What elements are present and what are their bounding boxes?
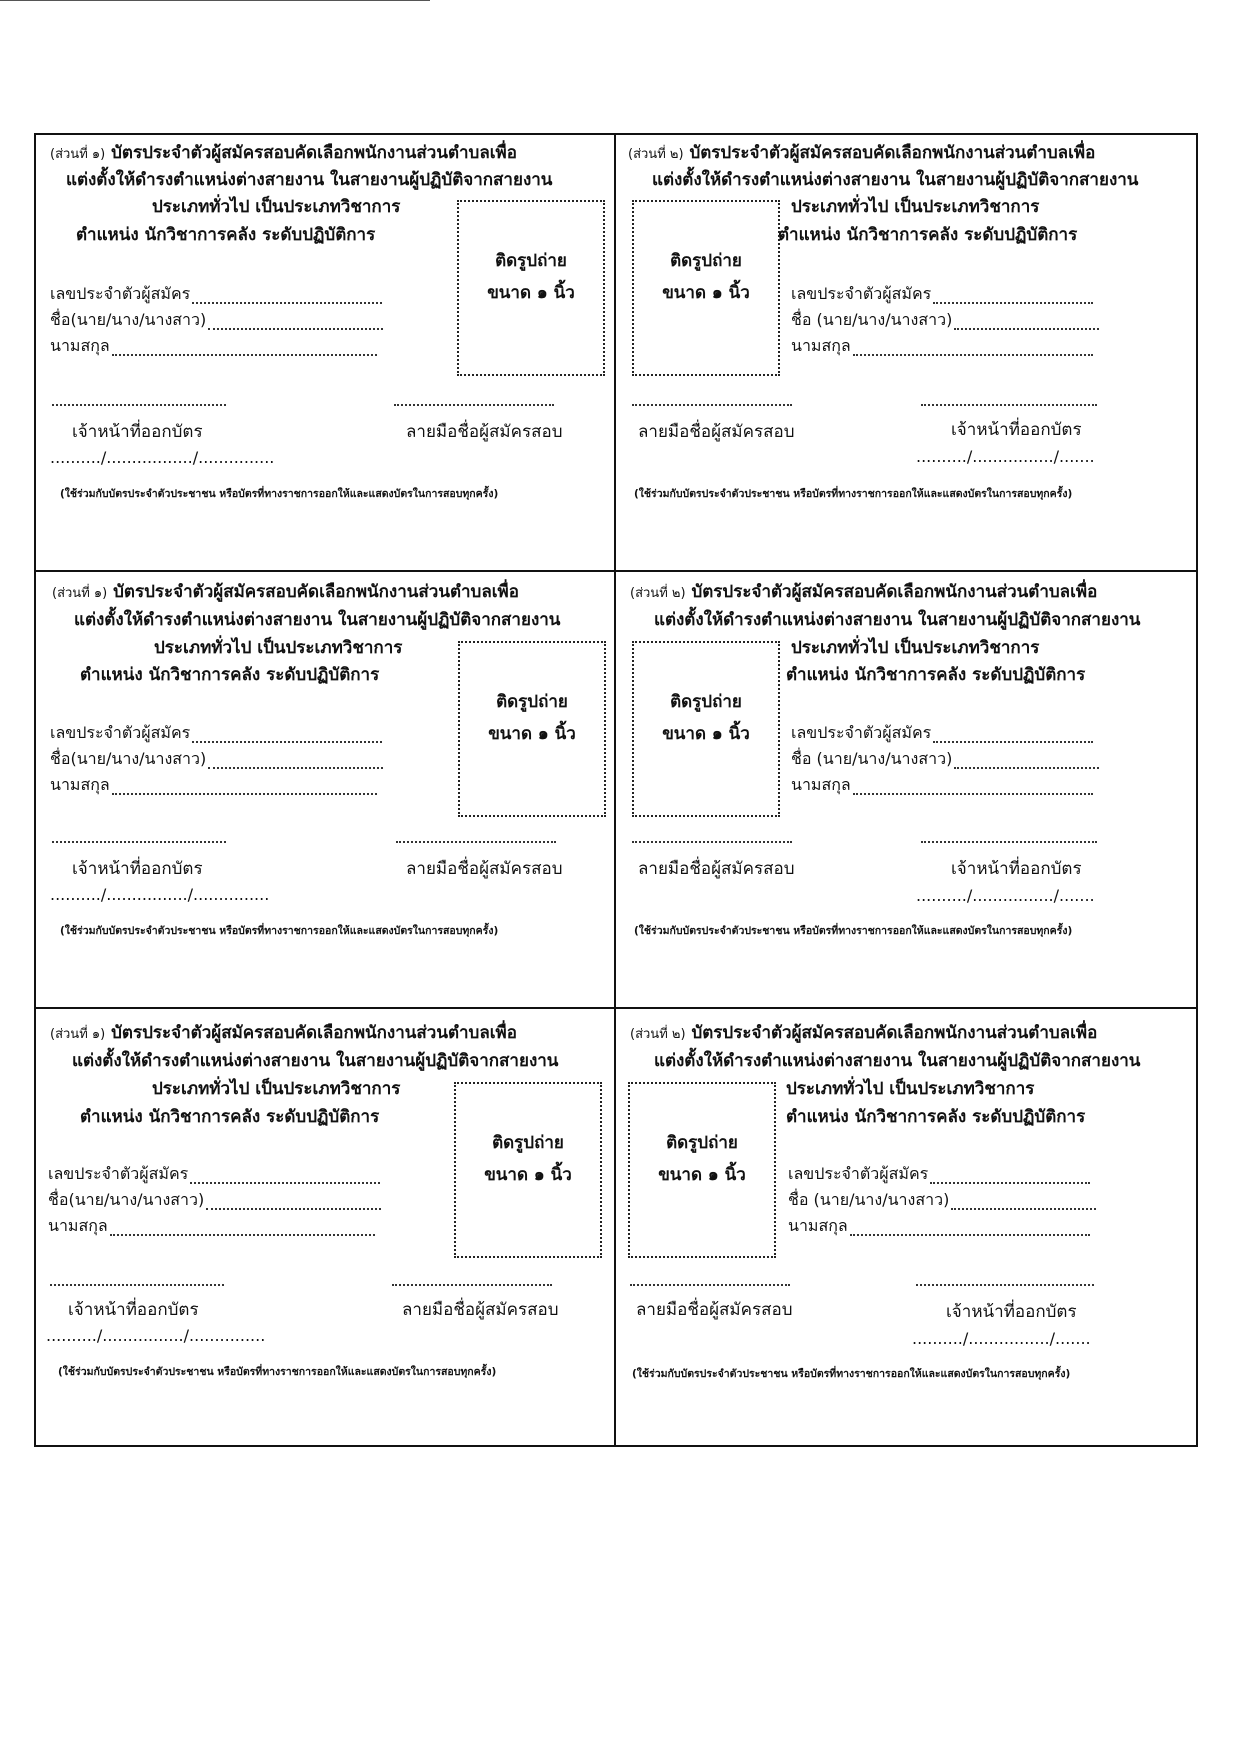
usage-note: (ใช้ร่วมกับบัตรประจำตัวประชาชน หรือบัตรที่ทางราชการออกให้และแสดงบัตรในการสอบทุกครั้ง) [60, 488, 499, 500]
issue-date-field[interactable]: ........../................./............... [50, 448, 275, 467]
officer-signature-line[interactable] [52, 403, 226, 406]
photo-placeholder [632, 200, 780, 376]
card-title-line1: (ส่วนที่ ๑) บัตรประจำตัวผู้สมัครสอบคัดเลือกพนักงานส่วนตำบลเพื่อ [50, 143, 517, 163]
name-field[interactable]: ชื่อ(นาย/นาง/นางสาว) [50, 747, 383, 772]
issue-date-field[interactable]: ........../................/....... [916, 447, 1095, 466]
card-position: ตำแหน่ง นักวิชาการคลัง ระดับปฏิบัติการ [786, 665, 1086, 685]
admission-card-part1 [36, 1009, 616, 1445]
photo-size: ขนาด ๑ นิ้ว [488, 724, 576, 744]
card-position: ตำแหน่ง นักวิชาการคลัง ระดับปฏิบัติการ [80, 1107, 380, 1127]
usage-note: (ใช้ร่วมกับบัตรประจำตัวประชาชน หรือบัตรที่ทางราชการออกให้และแสดงบัตรในการสอบทุกครั้ง) [60, 925, 499, 937]
part-label: (ส่วนที่ ๑) [50, 1027, 106, 1042]
name-field[interactable]: ชื่อ (นาย/นาง/นางสาว) [791, 747, 1099, 772]
card-row [36, 135, 1196, 572]
issuing-officer-label: เจ้าหน้าที่ออกบัตร [68, 1300, 199, 1320]
photo-size: ขนาด ๑ นิ้ว [662, 724, 750, 744]
name-field[interactable]: ชื่อ (นาย/นาง/นางสาว) [791, 308, 1099, 333]
issuing-officer-label: เจ้าหน้าที่ออกบัตร [72, 859, 203, 879]
surname-field[interactable]: นามสกุล [788, 1214, 1090, 1239]
part-label: (ส่วนที่ ๒) [630, 586, 686, 601]
applicant-id-field[interactable]: เลขประจำตัวผู้สมัคร [791, 282, 1093, 307]
card-title-line1: (ส่วนที่ ๑) บัตรประจำตัวผู้สมัครสอบคัดเลือกพนักงานส่วนตำบลเพื่อ [50, 1023, 517, 1043]
surname-field[interactable]: นามสกุล [50, 773, 377, 798]
applicant-signature-line[interactable] [632, 840, 792, 843]
card-title-line3: ประเภททั่วไป เป็นประเภทวิชาการ [791, 638, 1040, 658]
photo-label: ติดรูปถ่าย [666, 1133, 738, 1153]
surname-field[interactable]: นามสกุล [791, 334, 1093, 359]
surname-field[interactable]: นามสกุล [48, 1214, 375, 1239]
card-title-line2: แต่งตั้งให้ดำรงตำแหน่งต่างสายงาน ในสายงานผู้ปฏิบัติจากสายงาน [74, 610, 561, 630]
name-field[interactable]: ชื่อ(นาย/นาง/นางสาว) [48, 1188, 381, 1213]
card-title-line2: แต่งตั้งให้ดำรงตำแหน่งต่างสายงาน ในสายงานผู้ปฏิบัติจากสายงาน [652, 170, 1139, 190]
card-title-line3: ประเภททั่วไป เป็นประเภทวิชาการ [786, 1079, 1035, 1099]
card-sheet [34, 133, 1198, 1447]
photo-size: ขนาด ๑ นิ้ว [662, 283, 750, 303]
officer-signature-line[interactable] [52, 840, 226, 843]
admission-card-part2 [616, 1009, 1196, 1445]
applicant-signature-line[interactable] [392, 1283, 552, 1286]
card-position: ตำแหน่ง นักวิชาการคลัง ระดับปฏิบัติการ [786, 1107, 1086, 1127]
applicant-signature-label: ลายมือชื่อผู้สมัครสอบ [406, 859, 563, 879]
applicant-signature-label: ลายมือชื่อผู้สมัครสอบ [638, 422, 795, 442]
applicant-signature-line[interactable] [630, 1283, 790, 1286]
applicant-signature-label: ลายมือชื่อผู้สมัครสอบ [636, 1300, 793, 1320]
issue-date-field[interactable]: ........../................/....... [916, 886, 1095, 905]
applicant-id-field[interactable]: เลขประจำตัวผู้สมัคร [50, 282, 382, 307]
usage-note: (ใช้ร่วมกับบัตรประจำตัวประชาชน หรือบัตรที่ทางราชการออกให้และแสดงบัตรในการสอบทุกครั้ง) [634, 925, 1073, 937]
card-title-line1: (ส่วนที่ ๒) บัตรประจำตัวผู้สมัครสอบคัดเลือกพนักงานส่วนตำบลเพื่อ [628, 143, 1096, 163]
card-row [36, 1009, 1196, 1445]
applicant-id-field[interactable]: เลขประจำตัวผู้สมัคร [788, 1162, 1090, 1187]
name-field[interactable]: ชื่อ (นาย/นาง/นางสาว) [788, 1188, 1096, 1213]
card-title-line2: แต่งตั้งให้ดำรงตำแหน่งต่างสายงาน ในสายงานผู้ปฏิบัติจากสายงาน [66, 170, 553, 190]
card-position: ตำแหน่ง นักวิชาการคลัง ระดับปฏิบัติการ [80, 665, 380, 685]
card-title-line2: แต่งตั้งให้ดำรงตำแหน่งต่างสายงาน ในสายงานผู้ปฏิบัติจากสายงาน [654, 1051, 1141, 1071]
officer-signature-line[interactable] [921, 840, 1097, 843]
photo-placeholder [632, 641, 780, 817]
issue-date-field[interactable]: ........../................/............... [50, 885, 270, 904]
photo-label: ติดรูปถ่าย [496, 692, 568, 712]
usage-note: (ใช้ร่วมกับบัตรประจำตัวประชาชน หรือบัตรที่ทางราชการออกให้และแสดงบัตรในการสอบทุกครั้ง) [634, 488, 1073, 500]
card-title-line3: ประเภททั่วไป เป็นประเภทวิชาการ [152, 197, 401, 217]
issue-date-field[interactable]: ........../................/....... [912, 1329, 1091, 1348]
applicant-id-field[interactable]: เลขประจำตัวผู้สมัคร [48, 1162, 380, 1187]
usage-note: (ใช้ร่วมกับบัตรประจำตัวประชาชน หรือบัตรที่ทางราชการออกให้และแสดงบัตรในการสอบทุกครั้ง) [632, 1368, 1071, 1380]
card-position: ตำแหน่ง นักวิชาการคลัง ระดับปฏิบัติการ [778, 225, 1078, 245]
photo-placeholder [454, 1082, 602, 1258]
card-title-line1: (ส่วนที่ ๒) บัตรประจำตัวผู้สมัครสอบคัดเลือกพนักงานส่วนตำบลเพื่อ [630, 1023, 1098, 1043]
officer-signature-line[interactable] [921, 403, 1097, 406]
card-title-line3: ประเภททั่วไป เป็นประเภทวิชาการ [152, 1079, 401, 1099]
applicant-signature-line[interactable] [632, 403, 792, 406]
card-title-line3: ประเภททั่วไป เป็นประเภทวิชาการ [154, 638, 403, 658]
admission-card-part1 [36, 572, 616, 1007]
usage-note: (ใช้ร่วมกับบัตรประจำตัวประชาชน หรือบัตรที่ทางราชการออกให้และแสดงบัตรในการสอบทุกครั้ง) [58, 1366, 497, 1378]
photo-placeholder [628, 1082, 776, 1258]
admission-card-part2 [616, 135, 1196, 570]
photo-size: ขนาด ๑ นิ้ว [487, 283, 575, 303]
top-rule [0, 0, 430, 1]
issuing-officer-label: เจ้าหน้าที่ออกบัตร [951, 859, 1082, 879]
card-row [36, 572, 1196, 1009]
photo-size: ขนาด ๑ นิ้ว [484, 1165, 572, 1185]
issue-date-field[interactable]: ........../................/............... [46, 1326, 266, 1345]
part-label: (ส่วนที่ ๒) [628, 147, 684, 162]
photo-size: ขนาด ๑ นิ้ว [658, 1165, 746, 1185]
surname-field[interactable]: นามสกุล [50, 334, 377, 359]
issuing-officer-label: เจ้าหน้าที่ออกบัตร [72, 422, 203, 442]
card-title-line1: (ส่วนที่ ๑) บัตรประจำตัวผู้สมัครสอบคัดเลือกพนักงานส่วนตำบลเพื่อ [52, 582, 519, 602]
officer-signature-line[interactable] [50, 1283, 224, 1286]
photo-label: ติดรูปถ่าย [670, 251, 742, 271]
photo-label: ติดรูปถ่าย [670, 692, 742, 712]
card-title-line3: ประเภททั่วไป เป็นประเภทวิชาการ [791, 197, 1040, 217]
issuing-officer-label: เจ้าหน้าที่ออกบัตร [951, 420, 1082, 440]
issuing-officer-label: เจ้าหน้าที่ออกบัตร [946, 1302, 1077, 1322]
photo-label: ติดรูปถ่าย [492, 1133, 564, 1153]
applicant-signature-line[interactable] [394, 403, 554, 406]
applicant-id-field[interactable]: เลขประจำตัวผู้สมัคร [50, 721, 382, 746]
admission-card-part1 [36, 135, 616, 570]
admission-card-part2 [616, 572, 1196, 1007]
applicant-signature-label: ลายมือชื่อผู้สมัครสอบ [406, 422, 563, 442]
card-title-line2: แต่งตั้งให้ดำรงตำแหน่งต่างสายงาน ในสายงานผู้ปฏิบัติจากสายงาน [72, 1051, 559, 1071]
surname-field[interactable]: นามสกุล [791, 773, 1093, 798]
photo-placeholder [457, 200, 605, 376]
part-label: (ส่วนที่ ๑) [52, 586, 108, 601]
part-label: (ส่วนที่ ๑) [50, 147, 106, 162]
card-position: ตำแหน่ง นักวิชาการคลัง ระดับปฏิบัติการ [76, 225, 376, 245]
card-title-line1: (ส่วนที่ ๒) บัตรประจำตัวผู้สมัครสอบคัดเลือกพนักงานส่วนตำบลเพื่อ [630, 582, 1098, 602]
part-label: (ส่วนที่ ๒) [630, 1027, 686, 1042]
card-title-line2: แต่งตั้งให้ดำรงตำแหน่งต่างสายงาน ในสายงานผู้ปฏิบัติจากสายงาน [654, 610, 1141, 630]
applicant-signature-label: ลายมือชื่อผู้สมัครสอบ [638, 859, 795, 879]
photo-label: ติดรูปถ่าย [495, 251, 567, 271]
officer-signature-line[interactable] [916, 1283, 1094, 1286]
photo-placeholder [458, 641, 606, 817]
applicant-signature-line[interactable] [396, 840, 556, 843]
name-field[interactable]: ชื่อ(นาย/นาง/นางสาว) [50, 308, 383, 333]
applicant-signature-label: ลายมือชื่อผู้สมัครสอบ [402, 1300, 559, 1320]
applicant-id-field[interactable]: เลขประจำตัวผู้สมัคร [791, 721, 1093, 746]
